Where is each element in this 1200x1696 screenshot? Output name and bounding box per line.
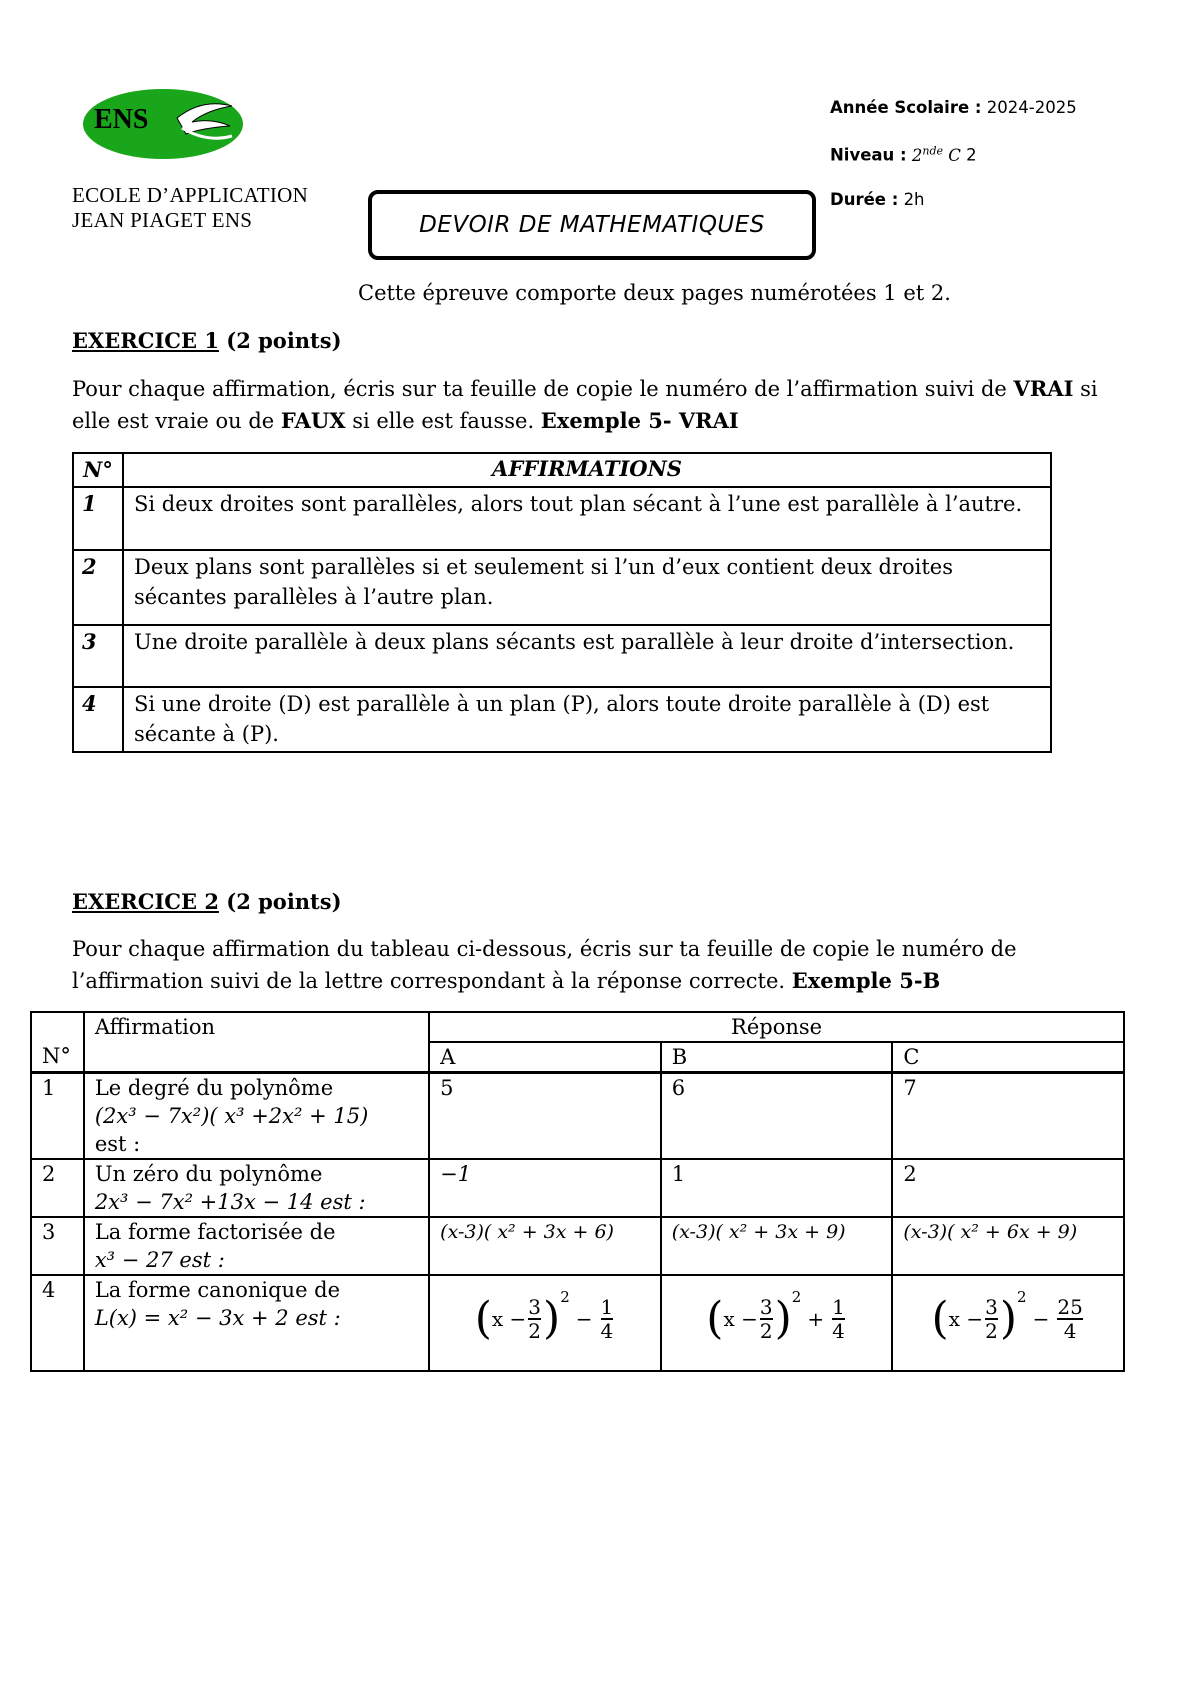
table-row: 2 Un zéro du polynôme 2x³ − 7x² +13x − 14 est : −1 1 2 bbox=[31, 1159, 1124, 1217]
col-affirmation: Affirmation bbox=[84, 1012, 429, 1042]
exercise-1-instructions: Pour chaque affirmation, écris sur ta feuille de copie le numéro de l’affirmation suivi de VRAI si elle est vraie ou de FAUX si elle est fausse. Exemple 5- VRAI bbox=[72, 376, 1098, 433]
exercise-1-table bbox=[72, 452, 1052, 753]
school-logo bbox=[82, 88, 244, 160]
table-row: 1 Le degré du polynôme (2x³ − 7x²)( x³ +2x² + 15) est : 5 6 7 bbox=[31, 1073, 1124, 1160]
table-row: 3 La forme factorisée de x³ − 27 est : (x-3)( x² + 3x + 6) (x-3)( x² + 3x + 9) (x-3)( x² + 6x + 9) bbox=[31, 1217, 1124, 1275]
school-line-2: JEAN PIAGET ENS bbox=[72, 208, 253, 232]
col-a: A bbox=[429, 1042, 661, 1073]
answer-4c: ( x − $\frac{3}{2}$ ) 2 − $\frac{25}{4}$ bbox=[892, 1275, 1124, 1371]
duration: Durée : 2h bbox=[830, 190, 925, 209]
answer-4a: ( x − $\frac{3}{2}$ ) 2 − $\frac{1}{4}$ bbox=[429, 1275, 661, 1371]
exercise-2-instructions: Pour chaque affirmation du tableau ci-dessous, écris sur ta feuille de copie le numéro de l’affirmation suivi de la lettre correspondant à la réponse correcte. Exemple 5-B bbox=[72, 937, 1017, 993]
table-row: 2 Deux plans sont parallèles si et seulement si l’un d’eux contient deux droites sécantes parallèles à l’autre plan. bbox=[73, 550, 1051, 625]
table-row: 4 Si une droite (D) est parallèle à un plan (P), alors toute droite parallèle à (D) est sécante à (P). bbox=[73, 687, 1051, 752]
exam-title-box bbox=[368, 190, 816, 260]
table-row: 3 Une droite parallèle à deux plans sécants est parallèle à leur droite d’intersection. bbox=[73, 625, 1051, 687]
exam-title: DEVOIR DE MATHEMATIQUES bbox=[419, 212, 765, 238]
exercise-1-title: EXERCICE 1 (2 points) bbox=[72, 328, 342, 353]
table-row: 1 Si deux droites sont parallèles, alors tout plan sécant à l’une est parallèle à l’autre. bbox=[73, 487, 1051, 550]
level: Niveau : 2nde C 2 bbox=[830, 144, 977, 165]
school-year: Année Scolaire : 2024-2025 bbox=[830, 98, 1077, 117]
table-header bbox=[73, 453, 1051, 487]
school-name bbox=[72, 183, 308, 233]
col-reponse: Réponse bbox=[429, 1012, 1124, 1042]
school-line-1: ECOLE D’APPLICATION bbox=[72, 183, 309, 207]
exercise-2-table bbox=[30, 1011, 1125, 1372]
col-b: B bbox=[661, 1042, 893, 1073]
table-row: 4 La forme canonique de L(x) = x² − 3x + 2 est : ( x − $\frac{3}{2}$ ) 2 − $\frac{1}{4}$ ( x − $\frac{3}{2}$ ) 2 + $\frac{1}{4}$ ( x − $\frac{3}{2}$ ) 2 − $\frac{25}{4}$ bbox=[31, 1275, 1124, 1371]
col-num: N° bbox=[31, 1042, 84, 1073]
answer-4b: ( x − $\frac{3}{2}$ ) 2 + $\frac{1}{4}$ bbox=[661, 1275, 893, 1371]
col-num: N° bbox=[73, 453, 123, 487]
intro-text: Cette épreuve comporte deux pages numérotées 1 et 2. bbox=[358, 281, 951, 305]
exercise-2-title: EXERCICE 2 (2 points) bbox=[72, 889, 342, 914]
col-affirmations: AFFIRMATIONS bbox=[123, 453, 1051, 487]
col-c: C bbox=[892, 1042, 1124, 1073]
logo-text: ENS bbox=[94, 104, 149, 135]
table-subheader bbox=[31, 1042, 1124, 1073]
table-header bbox=[31, 1012, 1124, 1042]
